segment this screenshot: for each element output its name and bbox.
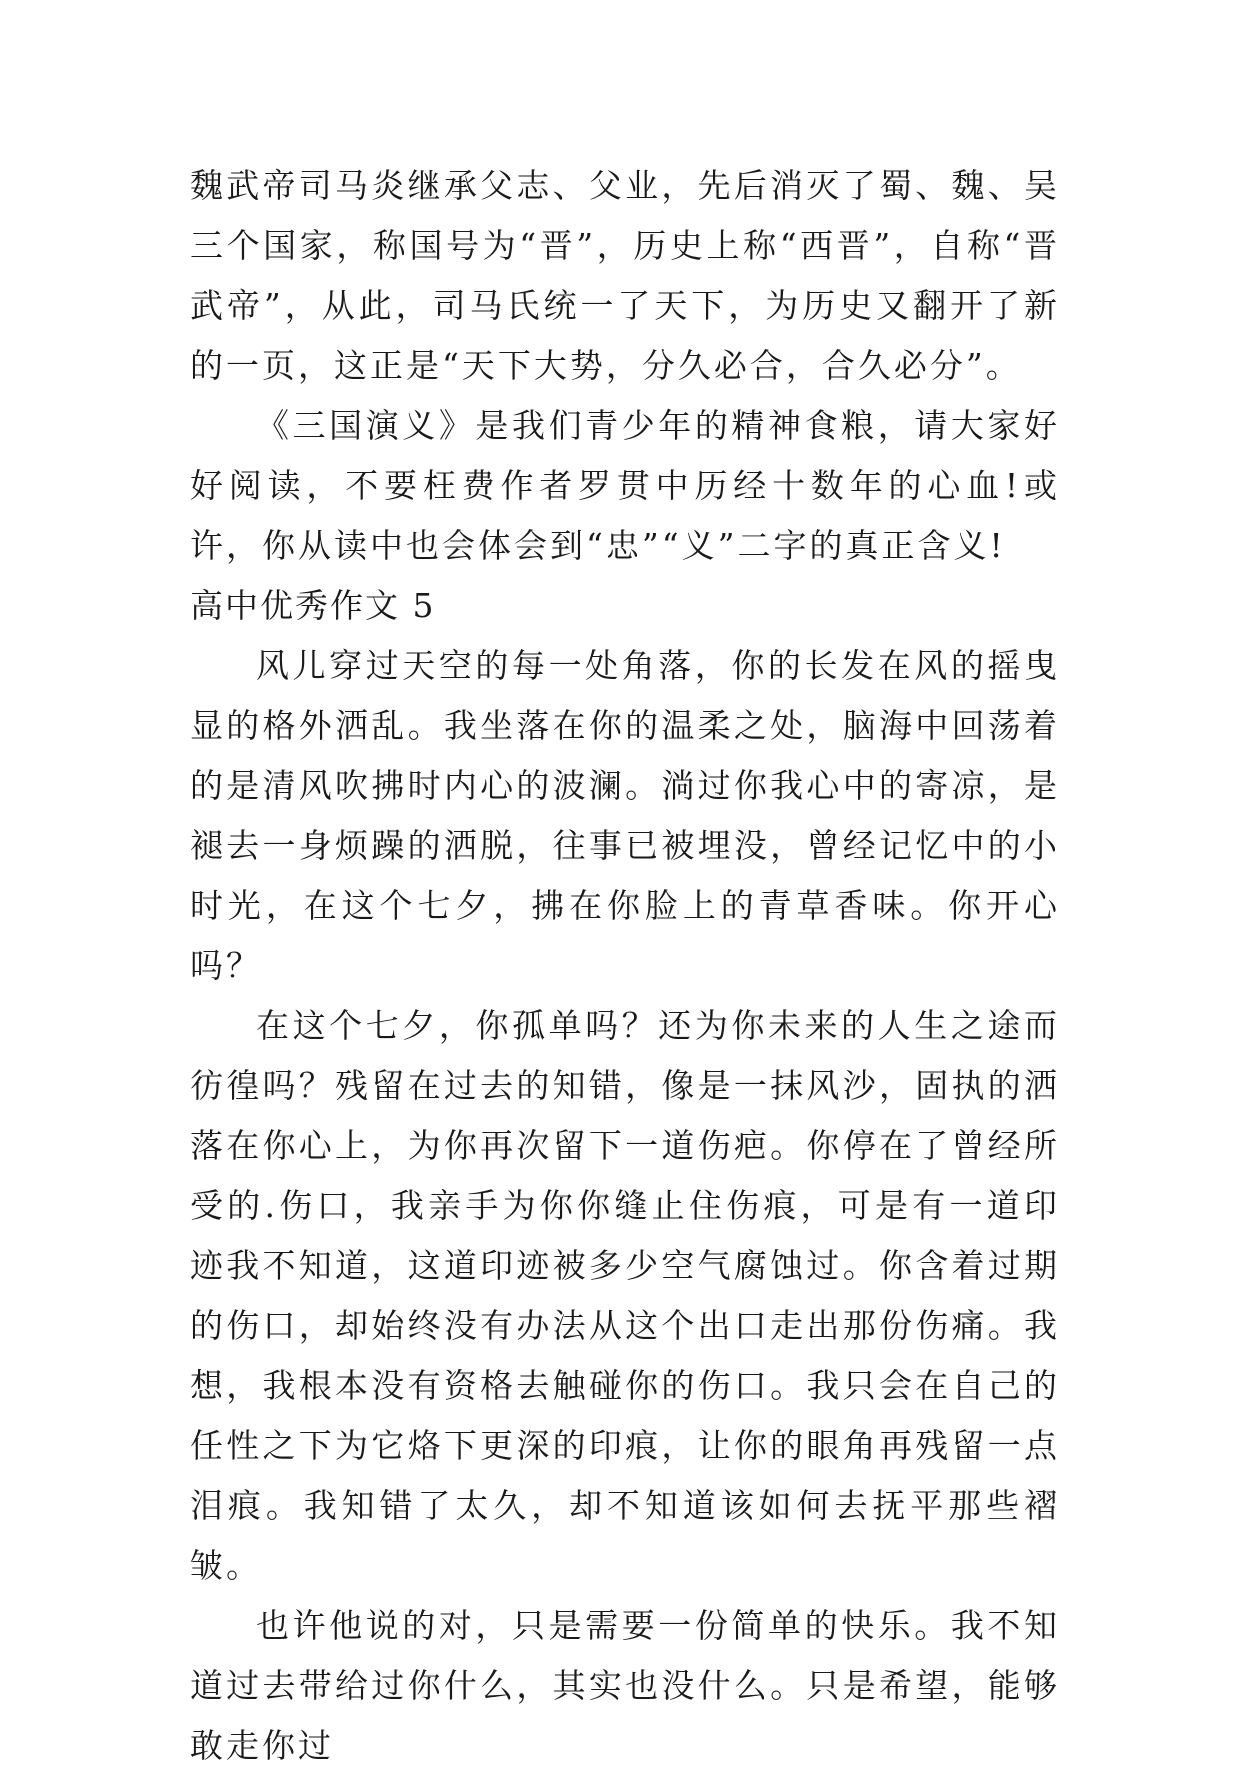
section-title: 高中优秀作文 5 (190, 586, 436, 625)
paragraph-closing-history: 魏武帝司马炎继承父志、父业，先后消灭了蜀、魏、吴三个国家，称国号为“晋”，历史上称“西晋”，自称“晋武帝”，从此，司马氏统一了天下，为历史又翻开了新的一页，这正是“天下大势，分久必合，合久必分”。 (190, 166, 1060, 385)
document-body (190, 156, 1060, 1776)
paragraph-reading-recommendation: 《三国演义》是我们青少年的精神食粮，请大家好好阅读，不要枉费作者罗贯中历经十数年的心血!或许，你从读中也会体会到“忠”“义”二字的真正含义! (190, 406, 1060, 565)
paragraph-wind: 风儿穿过天空的每一处角落，你的长发在风的摇曳显的格外洒乱。我坐落在你的温柔之处，脑海中回荡着的是清风吹拂时内心的波澜。淌过你我心中的寄凉，是褪去一身烦躁的洒脱，往事已被埋没，曾经记忆中的小时光，在这个七夕，拂在你脸上的青草香味。你开心吗？ (190, 646, 1060, 985)
paragraph-simple-happiness: 也许他说的对，只是需要一份简单的快乐。我不知道过去带给过你什么，其实也没什么。只是希望，能够敢走你过 (190, 1606, 1060, 1765)
paragraph-qixi-wounds: 在这个七夕，你孤单吗？还为你未来的人生之途而彷徨吗？残留在过去的知错，像是一抹风沙，固执的洒落在你心上，为你再次留下一道伤疤。你停在了曾经所受的.伤口，我亲手为你你缝止住伤痕，可是有一道印迹我不知道，这道印迹被多少空气腐蚀过。你含着过期的伤口，却始终没有办法从这个出口走出那份伤痛。我想，我根本没有资格去触碰你的伤口。我只会在自己的任性之下为它烙下更深的印痕，让你的眼角再残留一点泪痕。我知错了太久，却不知道该如何去抚平那些褶皱。 (190, 1006, 1060, 1585)
